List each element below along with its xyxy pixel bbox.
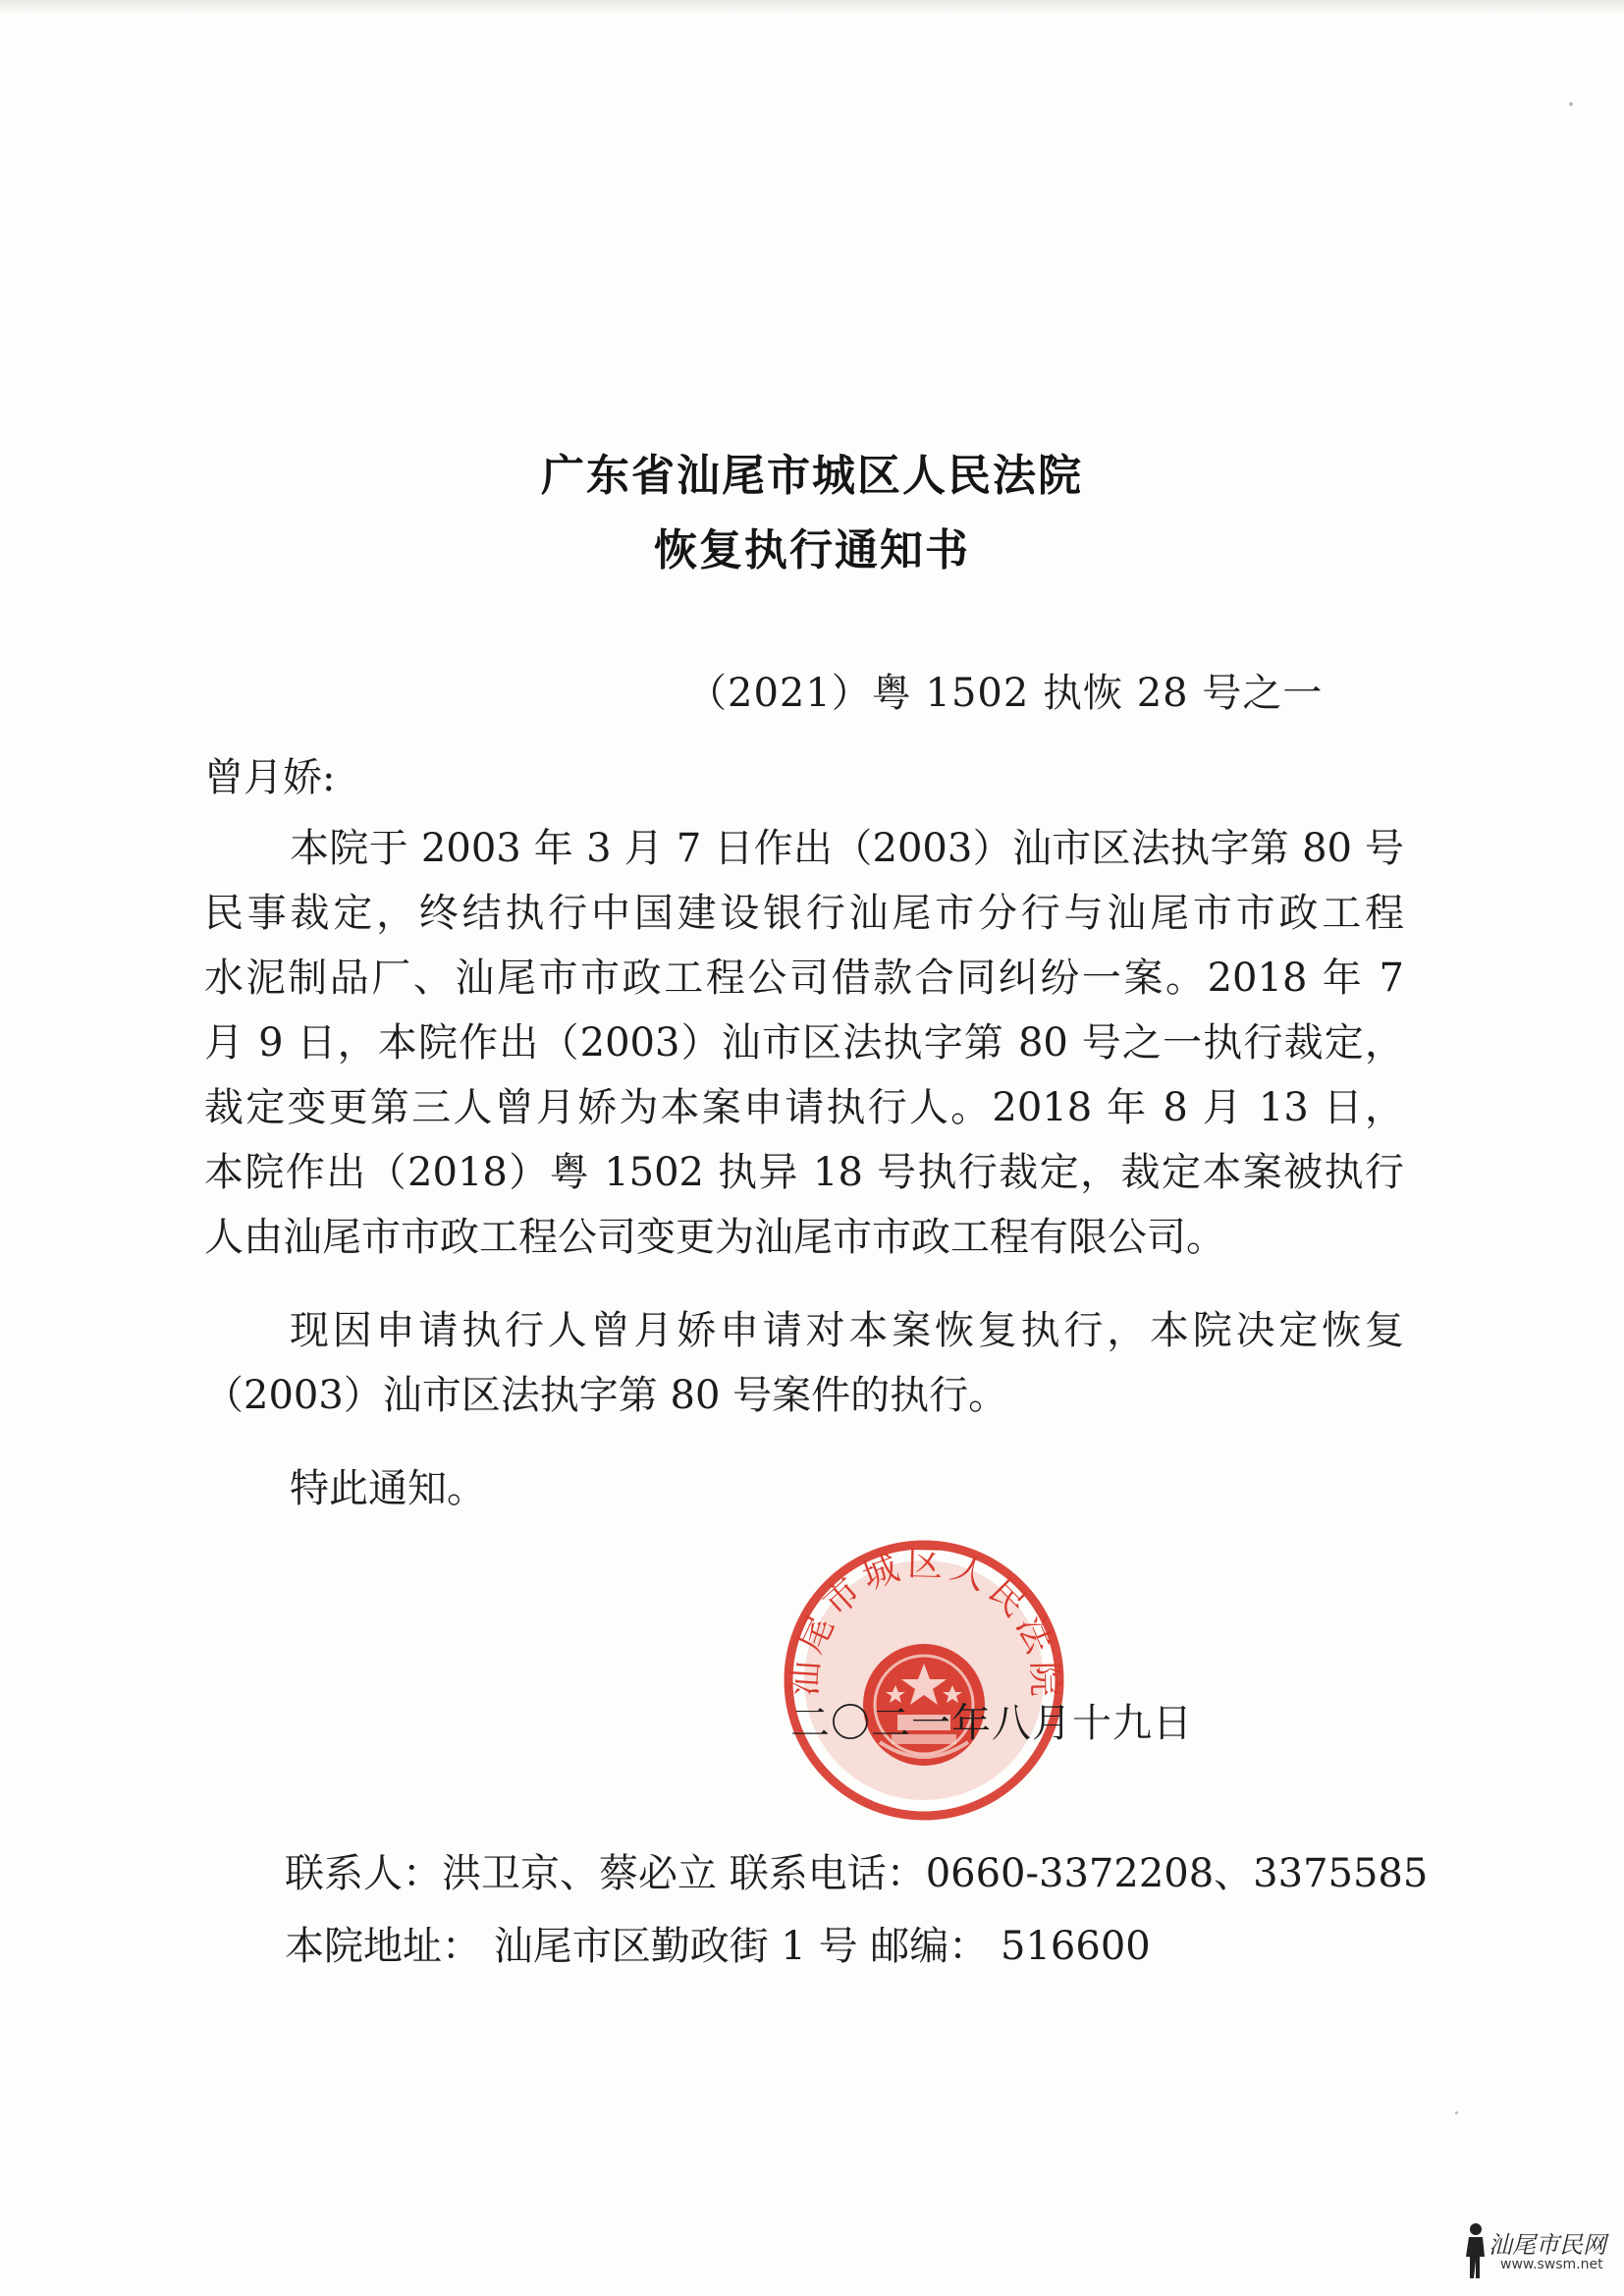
court-seal-stamp	[782, 1538, 1066, 1823]
body-line: 现因申请执行人曾月娇申请对本案恢复执行，本院决定恢复	[290, 1308, 1404, 1353]
person-silhouette-icon	[1461, 2221, 1490, 2280]
body-line: 本院于 2003 年 3 月 7 日作出（2003）汕市区法执字第 80 号	[290, 826, 1404, 871]
issue-date: 二〇二一年八月十九日	[790, 1701, 1193, 1746]
page-edge	[0, 0, 1624, 14]
document-title-court: 广东省汕尾市城区人民法院	[541, 451, 1083, 501]
body-line: 民事裁定，终结执行中国建设银行汕尾市分行与汕尾市市政工程	[204, 891, 1404, 936]
case-number: （2021）粤 1502 执恢 28 号之一	[687, 671, 1324, 716]
addressee: 曾月娇:	[204, 755, 336, 800]
watermark-name: 汕尾市民网	[1489, 2231, 1606, 2259]
body-line: 水泥制品厂、汕尾市市政工程公司借款合同纠纷一案。2018 年 7	[204, 956, 1404, 1001]
body-line: 月 9 日，本院作出（2003）汕市区法执字第 80 号之一执行裁定，	[204, 1020, 1404, 1066]
scan-speck	[1455, 2111, 1458, 2114]
body-line: 人由汕尾市市政工程公司变更为汕尾市市政工程有限公司。	[204, 1215, 1225, 1260]
seal-text: 汕尾市城区人民法院	[784, 1544, 1065, 1704]
watermark-url: www.swsm.net	[1500, 2257, 1603, 2272]
body-line: 本院作出（2018）粤 1502 执异 18 号执行裁定，裁定本案被执行	[204, 1150, 1404, 1195]
body-line: 裁定变更第三人曾月娇为本案申请执行人。2018 年 8 月 13 日，	[204, 1085, 1404, 1130]
scan-speck	[1569, 102, 1573, 106]
site-watermark	[1461, 2221, 1608, 2280]
closing-line: 特此通知。	[290, 1466, 486, 1511]
document-title-notice: 恢复执行通知书	[654, 525, 970, 575]
contact-info: 联系人：洪卫京、蔡必立 联系电话：0660-3372208、3375585	[285, 1851, 1429, 1896]
body-line: （2003）汕市区法执字第 80 号案件的执行。	[204, 1373, 1008, 1418]
court-address: 本院地址： 汕尾市区勤政街 1 号 邮编： 516600	[285, 1924, 1151, 1969]
